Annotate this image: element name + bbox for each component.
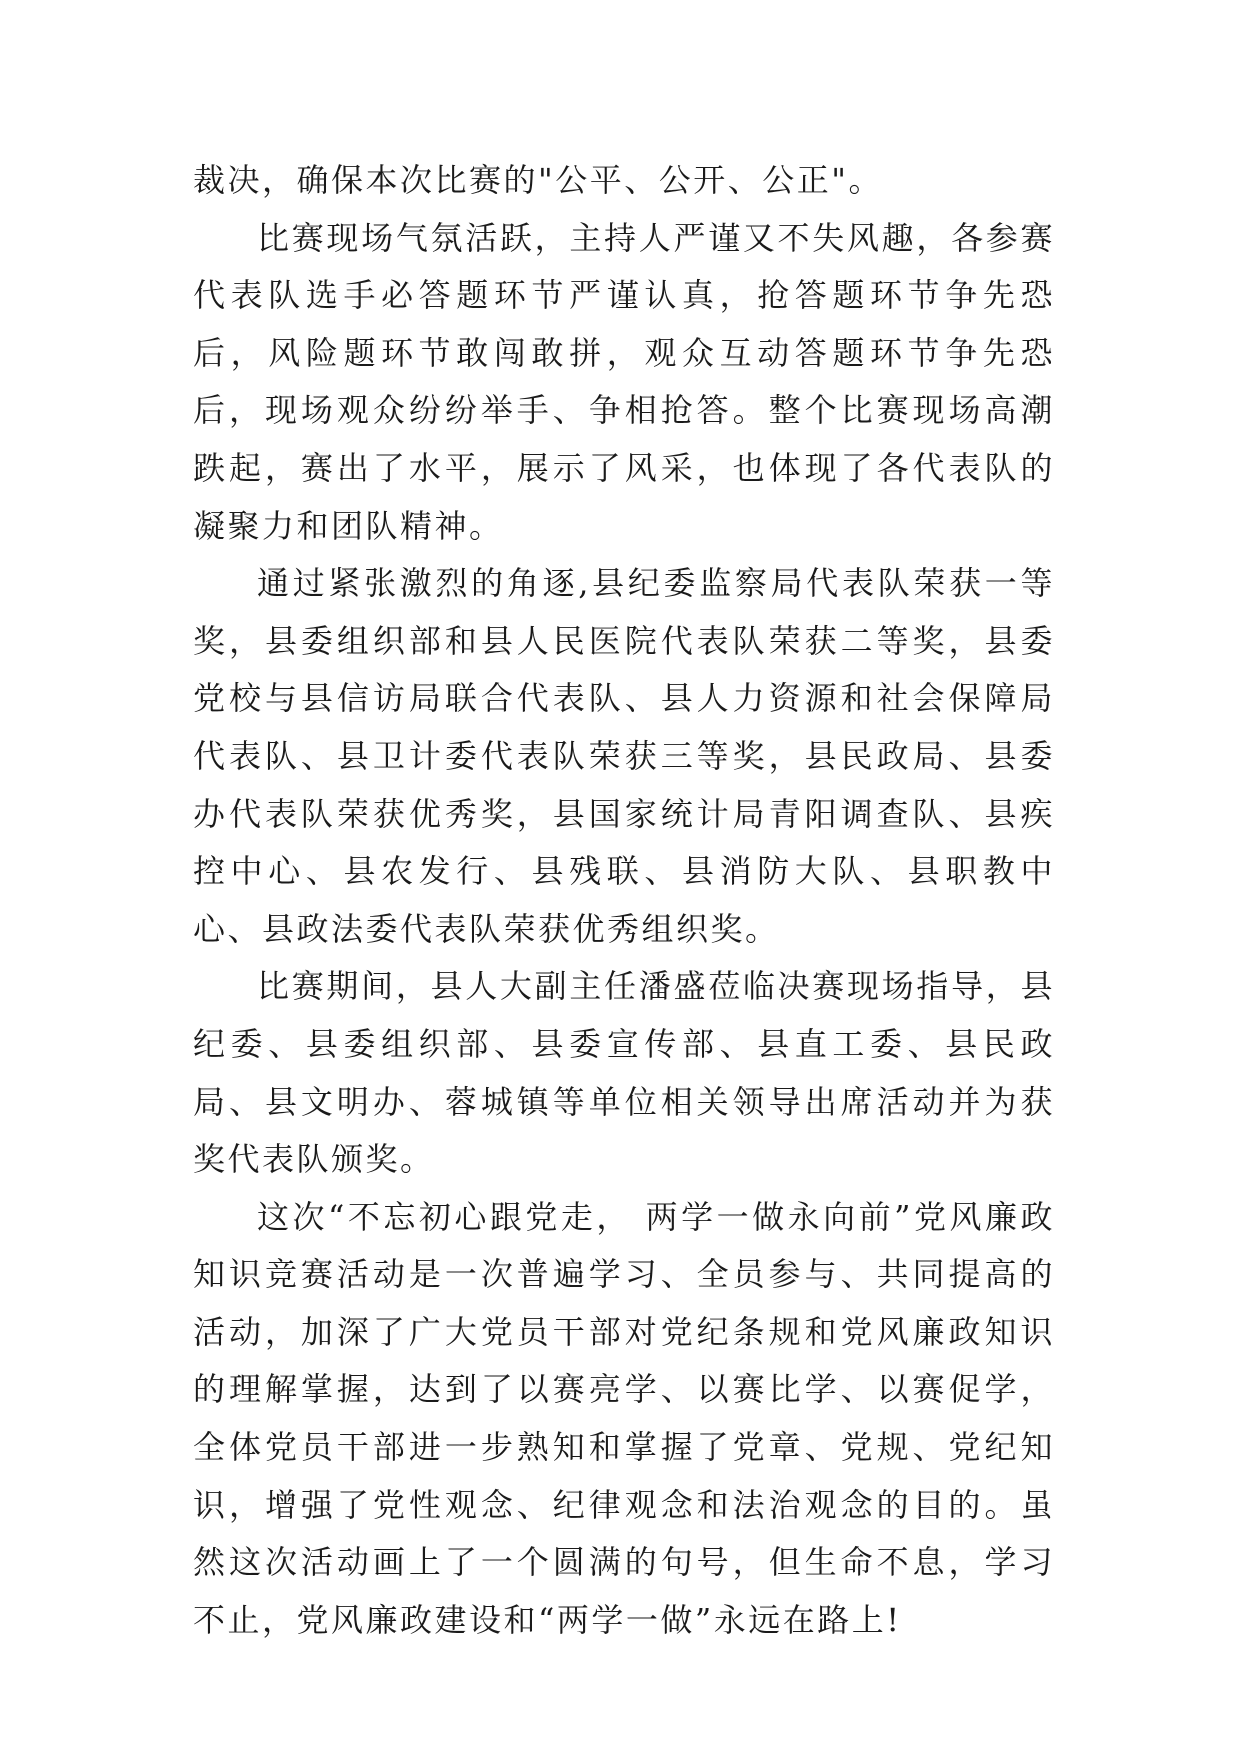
paragraph-conclusion: 这次“不忘初心跟党走， 两学一做永向前”党风廉政知识竞赛活动是一次普遍学习、全员参与、共同提高的活动，加深了广大党员干部对党纪条规和党风廉政知识的理解掌握，达到了以赛亮学、以赛比学、以赛促学，全体党员干部进一步熟知和掌握了党章、党规、党纪知识，增强了党性观念、纪律观念和法治观念的目的。虽然这次活动画上了一个圆满的句号，但生命不息，学习不止，党风廉政建设和“两学一做”永远在路上! — [193, 1197, 1055, 1639]
document-body — [193, 152, 1055, 1649]
paragraph-attendees: 比赛期间，县人大副主任潘盛莅临决赛现场指导，县纪委、县委组织部、县委宣传部、县直工委、县民政局、县文明办、蓉城镇等单位相关领导出席活动并为获奖代表队颁奖。 — [193, 967, 1055, 1179]
paragraph-verdict: 裁决，确保本次比赛的"公平、公开、公正"。 — [193, 161, 883, 199]
paragraph-atmosphere: 比赛现场气氛活跃，主持人严谨又不失风趣，各参赛代表队选手必答题环节严谨认真，抢答题环节争先恐后，风险题环节敢闯敢拼，观众互动答题环节争先恐后，现场观众纷纷举手、争相抢答。整个比赛现场高潮跌起，赛出了水平，展示了风采，也体现了各代表队的凝聚力和团队精神。 — [193, 218, 1055, 545]
paragraph-awards: 通过紧张激烈的角逐,县纪委监察局代表队荣获一等奖，县委组织部和县人民医院代表队荣获二等奖，县委党校与县信访局联合代表队、县人力资源和社会保障局代表队、县卫计委代表队荣获三等奖，县民政局、县委办代表队荣获优秀奖，县国家统计局青阳调查队、县疾控中心、县农发行、县残联、县消防大队、县职教中心、县政法委代表队荣获优秀组织奖。 — [193, 564, 1055, 948]
